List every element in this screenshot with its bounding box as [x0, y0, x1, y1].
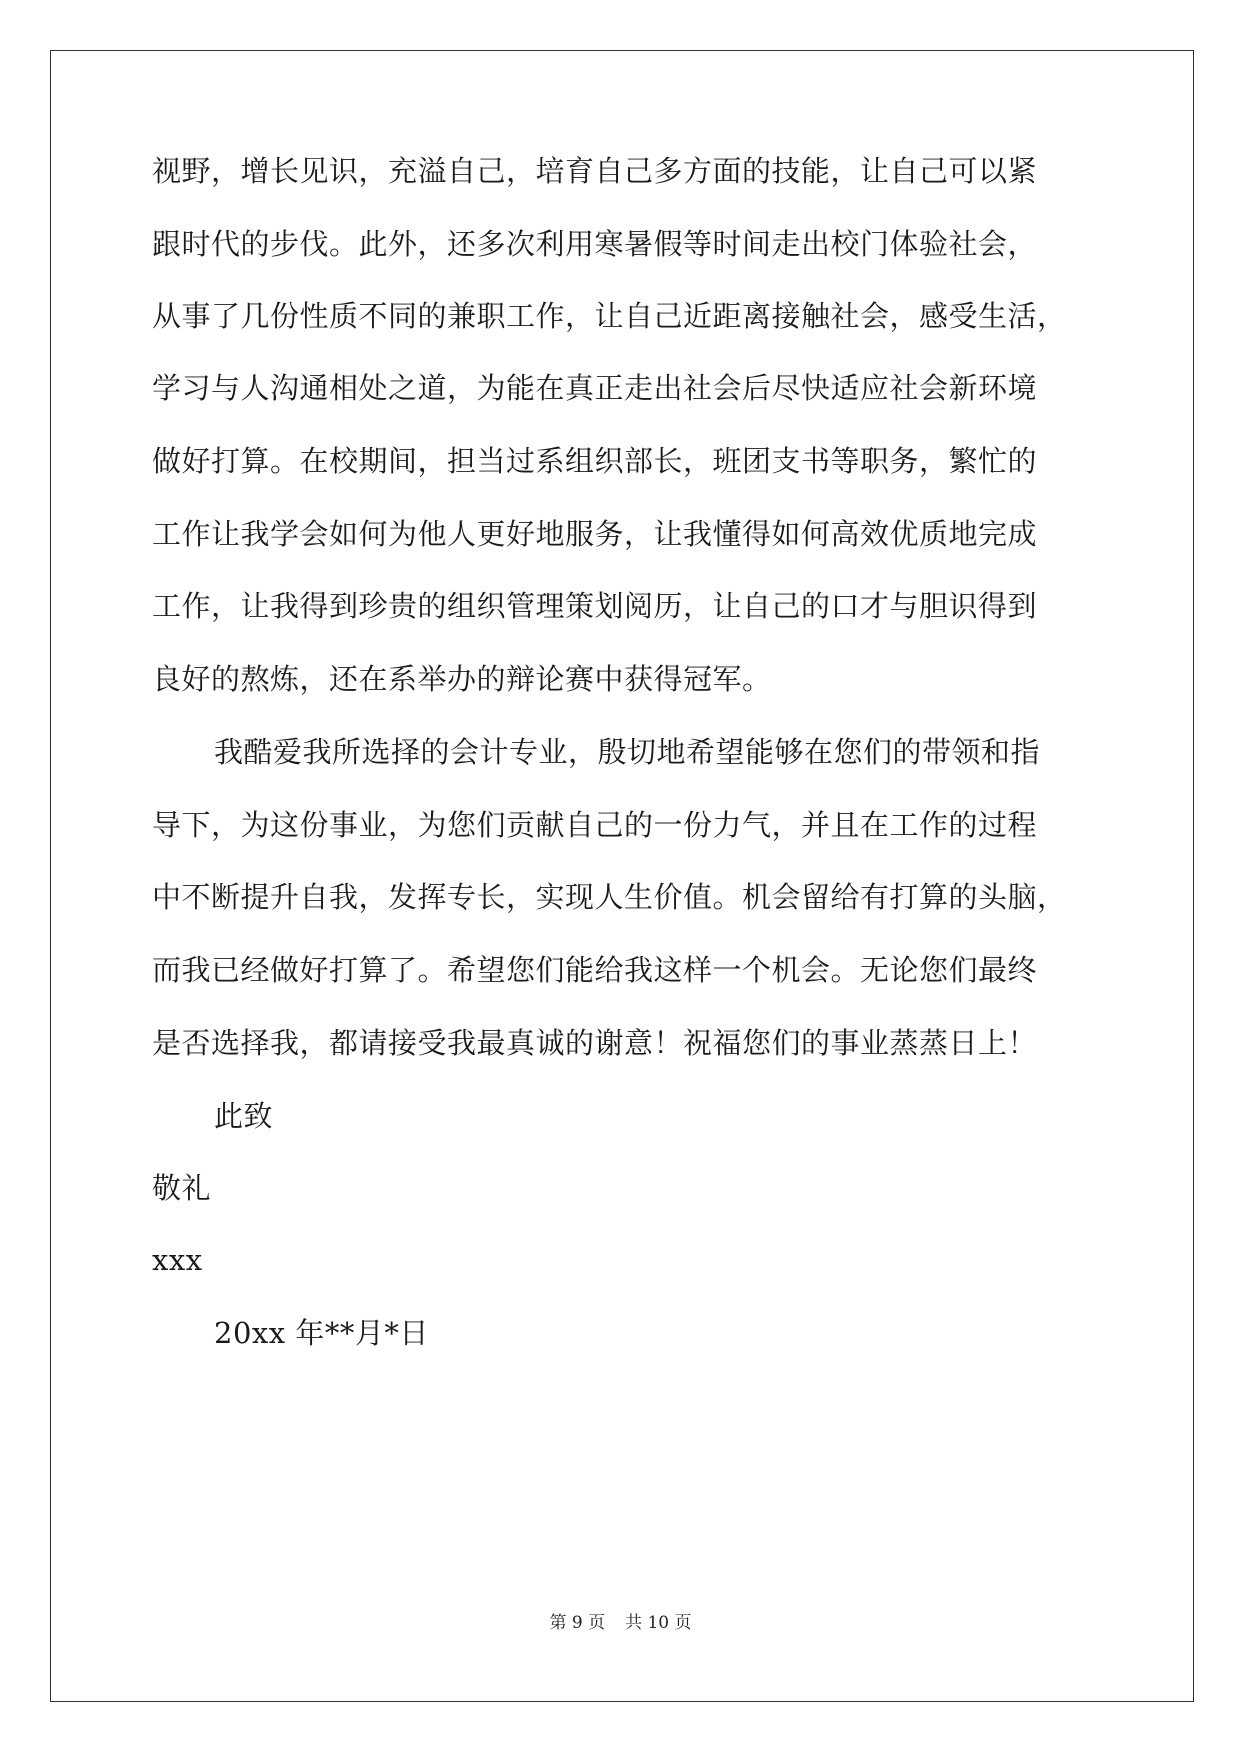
closing-phrase: 此致 — [214, 1099, 274, 1133]
body-line: 我酷爱我所选择的会计专业，殷切地希望能够在您们的带领和指 — [214, 735, 1041, 769]
body-line: 而我已经做好打算了。希望您们能给我这样一个机会。无论您们最终 — [152, 953, 1038, 987]
body-line: 是否选择我，都请接受我最真诚的谢意！祝福您们的事业蒸蒸日上！ — [152, 1026, 1038, 1060]
body-line: 做好打算。在校期间，担当过系组织部长，班团支书等职务，繁忙的 — [152, 444, 1038, 478]
page-footer — [0, 1612, 1241, 1634]
body-line: 跟时代的步伐。此外，还多次利用寒暑假等时间走出校门体验社会， — [152, 227, 1038, 261]
page-number: 第 9 页 — [549, 1613, 606, 1633]
body-line: 工作让我学会如何为他人更好地服务，让我懂得如何高效优质地完成 — [152, 517, 1038, 551]
salutation: 敬礼 — [152, 1171, 212, 1205]
letter-date: 20xx 年**月*日 — [214, 1316, 429, 1350]
body-line: 良好的熬炼，还在系举办的辩论赛中获得冠军。 — [152, 662, 772, 696]
body-line: 中不断提升自我，发挥专长，实现人生价值。机会留给有打算的头脑， — [152, 880, 1067, 914]
body-line: 导下，为这份事业，为您们贡献自己的一份力气，并且在工作的过程 — [152, 808, 1038, 842]
body-line: 学习与人沟通相处之道，为能在真正走出社会后尽快适应社会新环境 — [152, 371, 1038, 405]
body-line: 从事了几份性质不同的兼职工作，让自己近距离接触社会，感受生活， — [152, 299, 1067, 333]
page-total: 共 10 页 — [625, 1613, 692, 1633]
body-line: 视野，增长见识，充溢自己，培育自己多方面的技能，让自己可以紧 — [152, 154, 1038, 188]
body-line: 工作，让我得到珍贵的组织管理策划阅历，让自己的口才与胆识得到 — [152, 589, 1038, 623]
signature: xxx — [152, 1243, 203, 1277]
